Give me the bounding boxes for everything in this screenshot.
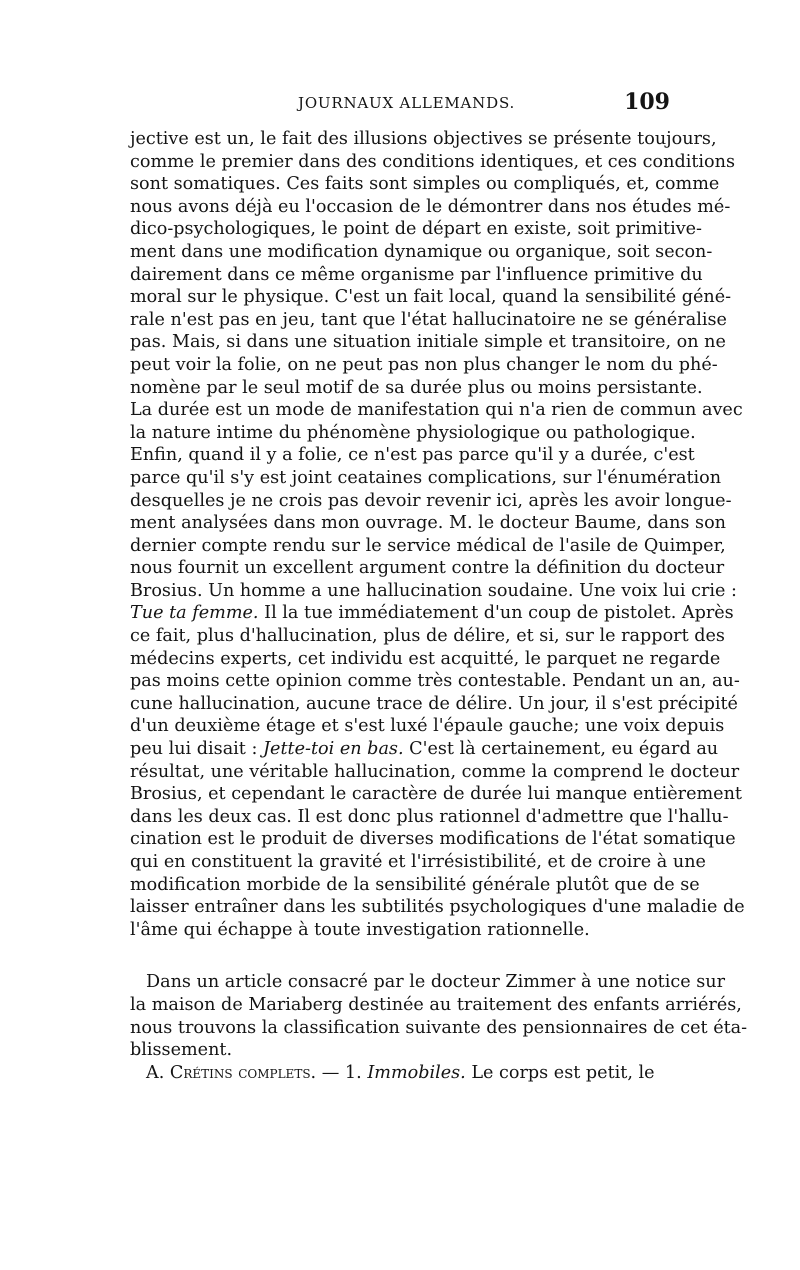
text-line: nous trouvons la classification suivante des pensionnaires de cet éta- [130,1017,748,1038]
category-name: Immobiles. [367,1062,466,1083]
text-line: peut voir la folie, on ne peut pas non plus changer le nom du phé- [130,354,718,375]
text-line: médecins experts, cet individu est acquitté, le parquet ne regarde [130,648,721,669]
classification-line [130,1062,670,1085]
text-line: Dans un article consacré par le docteur Zimmer à une notice sur [146,972,725,993]
line-text: C'est là certainement, eu égard au [403,739,719,760]
text-line: nous avons déjà eu l'occasion de le démontrer dans nos études mé- [130,196,731,217]
text-line: résultat, une véritable hallucination, comme la comprend le docteur [130,761,740,782]
text-line: l'âme qui échappe à toute investigation rationnelle. [130,919,590,940]
body-text [130,128,748,1084]
text-line: comme le premier dans des conditions identiques, et ces conditions [130,151,735,172]
italic-quote: Tue ta femme. [130,603,259,624]
text-line-with-italic [130,602,734,625]
text-line: Brosius. Un homme a une hallucination soudaine. Une voix lui crie : [130,580,737,601]
text-line: ment analysées dans mon ouvrage. M. le docteur Baume, dans son [130,513,727,534]
text-line: Enfin, quand il y a folie, ce n'est pas parce qu'il y a durée, c'est [130,445,695,466]
text-line: la nature intime du phénomène physiologique ou pathologique. [130,422,696,443]
text-line: pas moins cette opinion comme très contestable. Pendant un an, au- [130,671,740,692]
line-text: Il la tue immédiatement d'un coup de pistolet. Après [258,603,734,624]
text-line: sont somatiques. Ces faits sont simples ou compliqués, et, comme [130,174,720,195]
paragraph-1 [130,128,743,602]
text-line: modification morbide de la sensibilité générale plutôt que de se [130,874,700,895]
line-text: — 1. [316,1062,368,1083]
text-line: desquelles je ne crois pas devoir revenir ici, après les avoir longue- [130,490,732,511]
page-header [130,89,670,122]
text-line: dans les deux cas. Il est donc plus rationnel d'admettre que l'hallu- [130,806,729,827]
text-line: laisser entraîner dans les subtilités psychologiques d'une maladie de [130,897,745,918]
text-line: pas. Mais, si dans une situation initiale simple et transitoire, on ne [130,332,726,353]
text-line: nous fournit un excellent argument contre la définition du docteur [130,558,725,579]
text-line: Brosius, et cependant le caractère de durée lui manque entièrement [130,784,742,805]
line-text: Le corps est petit, le [465,1062,655,1083]
running-title: JOURNAUX ALLEMANDS. [298,94,516,112]
text-line: jective est un, le fait des illusions objectives se présente toujours, [130,129,717,149]
text-line: rale n'est pas en jeu, tant que l'état hallucinatoire ne se généralise [130,309,727,330]
line-text: peu lui disait : [130,739,263,760]
text-line: d'un deuxième étage et s'est luxé l'épaule gauche; une voix depuis [130,716,725,737]
text-line: dernier compte rendu sur le service médical de l'asile de Quimper, [130,535,726,556]
text-line: dairement dans ce même organisme par l'influence primitive du [130,264,703,285]
text-line: nomène par le seul motif de sa durée plus ou moins persistante. [130,377,703,398]
text-line-with-italic [130,738,719,761]
text-line: la maison de Mariaberg destinée au traitement des enfants arriérés, [130,994,742,1015]
paragraph-2 [130,971,748,1061]
text-line: moral sur le physique. C'est un fait local, quand la sensibilité géné- [130,287,732,308]
text-line: blissement. [130,1040,233,1061]
text-line: parce qu'il s'y est joint ceataines complications, sur l'énumération [130,467,722,488]
text-line: cination est le produit de diverses modifications de l'état somatique [130,829,736,850]
page-number: 109 [624,89,670,115]
paragraph-1-continued [130,625,740,738]
text-line: La durée est un mode de manifestation qui n'a rien de commun avec [130,400,743,421]
text-line: ment dans une modification dynamique ou organique, soit secon- [130,241,713,262]
italic-quote: Jette-toi en bas. [263,739,404,760]
paragraph-gap [130,941,670,971]
text-line: qui en constituent la gravité et l'irrésistibilité, et de croire à une [130,852,706,872]
classification-label: A. Crétins complets. [146,1062,317,1083]
text-line: dico-psychologiques, le point de départ en existe, soit primitive- [130,219,702,240]
text-line: cune hallucination, aucune trace de délire. Un jour, il s'est précipité [130,693,738,714]
paragraph-1-end [130,761,745,942]
text-line: ce fait, plus d'hallucination, plus de délire, et si, sur le rapport des [130,626,725,647]
